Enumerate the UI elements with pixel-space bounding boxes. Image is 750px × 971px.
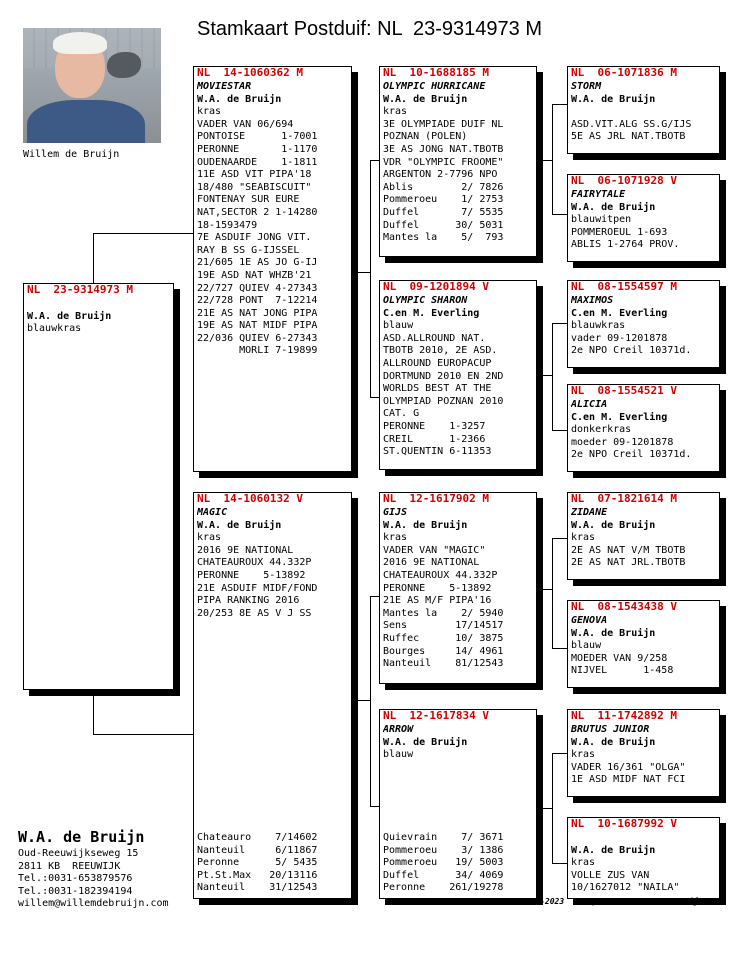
info-line: CHATEAUROUX 44.332P — [383, 569, 498, 581]
info-line: 20/253 8E AS V J SS — [197, 607, 312, 619]
info-line: 3E OLYMPIADE DUIF NL — [383, 118, 504, 130]
pigeon-card-dam[interactable] — [193, 492, 352, 899]
pigeon-card-sire-sire[interactable] — [379, 66, 537, 257]
info-line: vader 09-1201878 — [571, 332, 668, 344]
ring-number: NL 11-1742892 M — [571, 710, 677, 722]
info-line: Duffel 30/ 5031 — [383, 219, 504, 231]
pigeon-card-sss[interactable] — [567, 66, 720, 154]
info-line: Ruffec 10/ 3875 — [383, 632, 504, 644]
ring-number: NL 08-1543438 V — [571, 601, 677, 613]
ring-number: NL 06-1071836 M — [571, 67, 677, 79]
info-line: 21E ASDUIF MIDF/FOND — [197, 582, 318, 594]
info-line: VOLLE ZUS VAN — [571, 869, 650, 881]
info-line: 11E ASD VIT PIPA'18 — [197, 169, 312, 181]
ring-number: NL 12-1617902 M — [383, 493, 489, 505]
pigeon-name: GIJS — [383, 507, 408, 518]
race-result: Nanteuil 31/12543 — [197, 882, 318, 894]
ring-number: NL 09-1201894 V — [383, 281, 489, 293]
pigeon-card-ssd[interactable] — [567, 174, 720, 262]
info-line: PERONNE 1-3257 — [383, 420, 486, 432]
info-line: MOEDER VAN 9/258 — [571, 652, 668, 664]
connector — [370, 596, 379, 597]
info-line: VADER VAN 06/694 — [197, 118, 294, 130]
pigeon-name: ALICIA — [571, 399, 608, 410]
race-results — [197, 832, 317, 895]
connector — [537, 589, 552, 590]
info-line: 2016 9E NATIONAL — [383, 557, 480, 569]
race-result: Peronne 261/19278 — [383, 882, 504, 894]
info-line: NAT,SECTOR 2 1-14280 — [197, 206, 318, 218]
info-line: moeder 09-1201878 — [571, 436, 674, 448]
info-line: TBOTB 2010, 2E ASD. — [383, 345, 498, 357]
owner-name: W.A. de Bruijn — [197, 519, 282, 531]
breeder-name: W.A. de Bruijn — [18, 828, 145, 846]
info-line: Bourges 14/ 4961 — [383, 645, 504, 657]
pigeon-card-ddd[interactable] — [567, 817, 720, 899]
info-line: kras — [571, 749, 596, 761]
info-line: RAY B SS G-IJSSEL — [197, 244, 300, 256]
info-line: kras — [197, 532, 222, 544]
race-result: Duffel 34/ 4069 — [383, 869, 504, 881]
info-line: blauwkras — [27, 323, 82, 335]
owner-name: W.A. de Bruijn — [571, 844, 656, 856]
info-line: ALLROUND EUROPACUP — [383, 357, 492, 369]
photo-caption: Willem de Bruijn — [23, 149, 120, 160]
info-line: Mantes la 5/ 793 — [383, 232, 504, 244]
ring-number: NL 08-1554597 M — [571, 281, 677, 293]
pigeon-card-sds[interactable] — [567, 280, 720, 368]
info-line: Pommeroeu 1/ 2753 — [383, 194, 504, 206]
ring-number: NL 14-1060132 V — [197, 493, 303, 505]
info-line: Mantes la 2/ 5940 — [383, 607, 504, 619]
connector — [93, 690, 94, 734]
info-line: POZNAN (POLEN) — [383, 131, 468, 143]
pigeon-name: ZIDANE — [571, 507, 608, 518]
info-line: 21E AS M/F PIPA'16 — [383, 595, 492, 607]
owner-name: W.A. de Bruijn — [571, 519, 656, 531]
info-line: 2E AS NAT V/M TBOTB — [571, 544, 686, 556]
info-line: Nanteuil 81/12543 — [383, 658, 504, 670]
connector — [552, 214, 567, 215]
page-title: Stamkaart Postduif: NL 23-9314973 M — [197, 18, 542, 40]
race-result: Chateauro 7/14602 — [197, 832, 318, 844]
connector — [552, 648, 567, 649]
ring-number: NL 14-1060362 M — [197, 67, 303, 79]
connector — [352, 272, 370, 273]
info-line: ARGENTON 2-7796 NPO — [383, 169, 498, 181]
info-line: ASD.ALLROUND NAT. — [383, 332, 486, 344]
connector — [552, 104, 553, 214]
info-line: Sens 17/14517 — [383, 620, 504, 632]
info-line: blauw — [571, 640, 602, 652]
info-line: blauw — [383, 749, 414, 761]
breeder-address: Oud-Reeuwijkseweg 15 — [18, 848, 139, 859]
info-line: ABLIS 1-2764 PROV. — [571, 239, 680, 251]
ring-number: NL 07-1821614 M — [571, 493, 677, 505]
connector — [537, 160, 552, 161]
info-line: 2e NPO Creil 10371d. — [571, 345, 692, 357]
owner-name: W.A. de Bruijn — [571, 627, 656, 639]
connector — [552, 323, 553, 430]
owner-name: W.A. de Bruijn — [383, 519, 468, 531]
pigeon-card-dds[interactable] — [567, 709, 720, 797]
info-line: OUDENAARDE 1-1811 — [197, 156, 318, 168]
info-line: VDR "OLYMPIC FROOME" — [383, 156, 504, 168]
info-line: NIJVEL 1-458 — [571, 665, 674, 677]
race-result: Nanteuil 6/11867 — [197, 844, 318, 856]
pigeon-name: OLYMPIC SHARON — [383, 295, 468, 306]
connector — [537, 375, 552, 376]
connector — [370, 160, 379, 161]
ring-number: NL 10-1688185 M — [383, 67, 489, 79]
info-line: CREIL 1-2366 — [383, 433, 486, 445]
pigeon-name: MAXIMOS — [571, 295, 614, 306]
pigeon-card-dss[interactable] — [567, 492, 720, 580]
race-result: Pt.St.Max 20/13116 — [197, 869, 318, 881]
breeder-phone: Tel.:0031-653879576 — [18, 873, 133, 885]
connector — [552, 538, 553, 648]
info-line: 22/036 QUIEV 6-27343 — [197, 332, 318, 344]
info-line: PIPA RANKING 2016 — [197, 595, 300, 607]
pigeon-name: OLYMPIC HURRICANE — [383, 81, 486, 92]
pigeon-name: MAGIC — [197, 507, 228, 518]
info-line: 19E ASD NAT WHZB'21 — [197, 269, 312, 281]
software-credit: Compuclub © W.A. de Bruijn — [578, 897, 704, 906]
info-line: VADER 16/361 "OLGA" — [571, 761, 686, 773]
owner-name: W.A. de Bruijn — [571, 736, 656, 748]
owner-name: W.A. de Bruijn — [383, 93, 468, 105]
breeder-phone-2: Tel.:0031-182394194 — [18, 885, 133, 897]
info-line: DORTMUND 2010 EN 2ND — [383, 370, 504, 382]
info-line: 7E ASDUIF JONG VIT. — [197, 232, 312, 244]
pigeon-card-sdd[interactable] — [567, 384, 720, 472]
info-line: 1E ASD MIDF NAT FCI — [571, 774, 686, 786]
connector — [552, 430, 567, 431]
race-result: Pommeroeu 19/ 5003 — [383, 857, 504, 869]
info-line: PONTOISE 1-7001 — [197, 131, 318, 143]
pigeon-card-sire-dam[interactable] — [379, 280, 537, 470]
info-line: 18-1593479 — [197, 219, 258, 231]
connector — [370, 397, 379, 398]
info-line: 5E AS JRL NAT.TBOTB — [571, 131, 686, 143]
ring-number: NL 08-1554521 V — [571, 385, 677, 397]
info-line: PERONNE 1-1170 — [197, 143, 318, 155]
owner-name: W.A. de Bruijn — [383, 736, 468, 748]
info-line: 21E AS NAT JONG PIPA — [197, 307, 318, 319]
pigeon-name: STORM — [571, 81, 602, 92]
connector — [552, 104, 567, 105]
info-line: kras — [383, 532, 408, 544]
info-line: 3E AS JONG NAT.TBOTB — [383, 143, 504, 155]
info-line: 2E AS NAT JRL.TBOTB — [571, 557, 686, 569]
race-results — [383, 832, 503, 895]
breeder-info — [18, 828, 169, 911]
owner-name: C.en M. Everling — [571, 411, 668, 423]
info-line: 2e NPO Creil 10371d. — [571, 449, 692, 461]
pigeon-card-sire[interactable] — [193, 66, 352, 472]
info-line: 2016 9E NATIONAL — [197, 544, 294, 556]
info-line: kras — [571, 857, 596, 869]
info-line: kras — [571, 532, 596, 544]
info-line: kras — [197, 106, 222, 118]
info-line — [571, 106, 716, 119]
breeder-email[interactable]: willem@willemdebruijn.com — [18, 898, 169, 910]
connector — [552, 753, 567, 754]
info-line: OLYMPIAD POZNAN 2010 — [383, 395, 504, 407]
connector — [93, 734, 193, 735]
owner-name: W.A. de Bruijn — [571, 93, 656, 105]
pigeon-card-subject[interactable] — [23, 283, 174, 690]
ring-number: NL 10-1687992 V — [571, 818, 677, 830]
pigeon-card-dam-sire[interactable] — [379, 492, 537, 684]
race-result: Quievrain 7/ 3671 — [383, 832, 504, 844]
ring-number: NL 12-1617834 V — [383, 710, 489, 722]
connector — [93, 233, 94, 284]
info-line: 22/727 QUIEV 4-27343 — [197, 282, 318, 294]
connector — [537, 808, 552, 809]
owner-name: W.A. de Bruijn — [197, 93, 282, 105]
info-line: POMMEROEUL 1-693 — [571, 226, 668, 238]
info-line: FONTENAY SUR EURE — [197, 194, 300, 206]
info-line: CHATEAUROUX 44.332P — [197, 557, 312, 569]
owner-name: C.en M. Everling — [383, 307, 480, 319]
pigeon-card-dam-dam[interactable] — [379, 709, 537, 899]
connector — [352, 700, 370, 701]
print-date: 29-10-2023 — [516, 897, 565, 906]
pigeon-name: MOVIESTAR — [197, 81, 252, 92]
info-line: ASD.VIT.ALG SS.G/IJS — [571, 118, 692, 130]
race-result: Pommeroeu 3/ 1386 — [383, 844, 504, 856]
info-line: Duffel 7/ 5535 — [383, 206, 504, 218]
info-line: 22/728 PONT 7-12214 — [197, 295, 318, 307]
info-line: WORLDS BEST AT THE — [383, 383, 492, 395]
info-line: MORLI 7-19899 — [197, 345, 318, 357]
pigeon-name — [571, 832, 716, 845]
pigeon-name: BRUTUS JUNIOR — [571, 724, 650, 735]
owner-name: W.A. de Bruijn — [571, 201, 656, 213]
info-line: kras — [383, 106, 408, 118]
info-line: PERONNE 5-13892 — [197, 569, 306, 581]
owner-name: C.en M. Everling — [571, 307, 668, 319]
info-line: PERONNE 5-13892 — [383, 582, 492, 594]
info-line: 10/1627012 "NAILA" — [571, 882, 680, 894]
info-line: 18/480 "SEABISCUIT" — [197, 181, 312, 193]
pigeon-name: ARROW — [383, 724, 414, 735]
connector — [552, 753, 553, 863]
connector — [93, 233, 193, 234]
race-result: Peronne 5/ 5435 — [197, 857, 318, 869]
info-line: Ablis 2/ 7826 — [383, 181, 504, 193]
pigeon-card-dsd[interactable] — [567, 600, 720, 688]
info-line: blauwitpen — [571, 214, 632, 226]
owner-name: W.A. de Bruijn — [27, 310, 112, 322]
info-line: 19E AS NAT MIDF PIPA — [197, 320, 318, 332]
ring-number: NL 06-1071928 V — [571, 175, 677, 187]
info-line: CAT. G — [383, 408, 420, 420]
connector — [370, 596, 371, 806]
ring-number: NL 23-9314973 M — [27, 284, 133, 296]
connector — [552, 863, 567, 864]
connector — [370, 160, 371, 397]
info-line: 21/605 1E AS JO G-IJ — [197, 257, 318, 269]
connector — [552, 323, 567, 324]
info-line: donkerkras — [571, 424, 632, 436]
connector — [370, 806, 379, 807]
pigeon-name: GENOVA — [571, 615, 608, 626]
breeder-photo — [23, 28, 161, 143]
info-line: blauwkras — [571, 320, 626, 332]
breeder-postcode: 2811 KB REEUWIJK — [18, 860, 121, 872]
info-line: ST.QUENTIN 6-11353 — [383, 446, 492, 458]
info-line: VADER VAN "MAGIC" — [383, 544, 486, 556]
pigeon-name: FAIRYTALE — [571, 189, 626, 200]
connector — [552, 538, 567, 539]
info-line: blauw — [383, 320, 414, 332]
